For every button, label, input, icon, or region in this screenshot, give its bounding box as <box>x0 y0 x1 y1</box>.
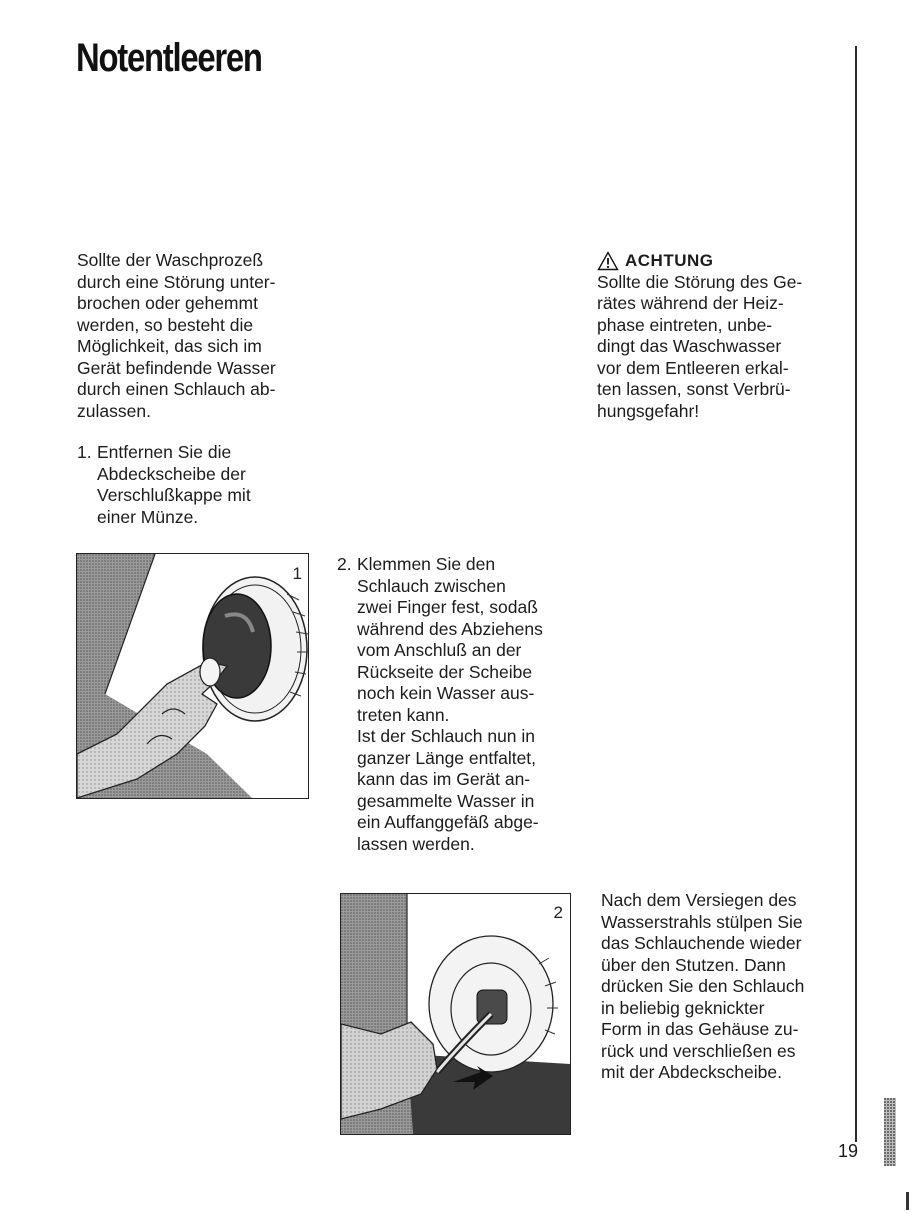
intro-line: Möglichkeit, das sich im <box>77 336 262 356</box>
step-line: Klemmen Sie den <box>357 554 496 574</box>
warning-line: phase eintreten, unbe- <box>597 314 773 335</box>
intro-line: brochen oder gehemmt <box>77 293 258 313</box>
figure-number: 1 <box>292 564 302 583</box>
final-line: in beliebig geknickter <box>601 997 765 1018</box>
figure-number: 2 <box>553 903 563 922</box>
step-line: treten kann. <box>357 704 450 725</box>
step-line: während des Abziehens <box>357 618 543 639</box>
final-line: mit der Abdeckscheibe. <box>601 1062 782 1082</box>
intro-line: durch einen Schlauch ab- <box>77 379 276 399</box>
page-number: 19 <box>838 1141 859 1161</box>
step-number: 2. <box>337 554 352 574</box>
hose-pulled-out-illustration <box>341 894 570 1134</box>
step-line: zwei Finger fest, sodaß <box>357 597 538 617</box>
warning-line: vor dem Entleeren erkal- <box>597 357 789 378</box>
warning-line: ten lassen, sonst Verbrü- <box>597 379 791 399</box>
intro-line: zulassen. <box>77 400 151 421</box>
final-line: drücken Sie den Schlauch <box>601 976 805 996</box>
step-line: Ist der Schlauch nun in <box>357 726 536 746</box>
step-line: kann das im Gerät an- <box>357 769 531 789</box>
warning-line: rätes während der Heiz- <box>597 293 784 313</box>
step-1 <box>77 442 317 528</box>
final-line: über den Stutzen. Dann <box>601 954 786 975</box>
step-number: 1. <box>77 442 92 462</box>
warning-line: dingt das Waschwasser <box>597 336 782 356</box>
final-line: rück und verschließen es <box>601 1040 796 1061</box>
step-line: Verschlußkappe mit <box>97 485 251 505</box>
figure-1 <box>76 553 309 799</box>
step-line: Entfernen Sie die <box>97 442 232 462</box>
intro-line: durch eine Störung unter- <box>77 271 276 292</box>
scan-edge-mark <box>884 1098 896 1166</box>
final-line: das Schlauchende wieder <box>601 933 802 953</box>
step-line: Abdeckscheibe der <box>97 463 246 484</box>
step-line: ganzer Länge entfaltet, <box>357 747 537 768</box>
step-line: Schlauch zwischen <box>357 575 506 596</box>
scan-edge-line <box>906 1192 909 1210</box>
page-title: Notentleeren <box>76 36 262 80</box>
step-line: einer Münze. <box>97 506 199 527</box>
final-line: Wasserstrahls stülpen Sie <box>601 911 803 932</box>
final-line: Nach dem Versiegen des <box>601 890 797 910</box>
warning-line: Sollte die Störung des Ge- <box>597 271 803 292</box>
coin-removing-cover-illustration <box>77 554 308 798</box>
figure-2 <box>340 893 571 1135</box>
intro-line: Sollte der Waschprozeß <box>77 250 264 270</box>
warning-line: hungsgefahr! <box>597 400 700 421</box>
page-margin-rule <box>855 46 857 1142</box>
step-line: Rückseite der Scheibe <box>357 661 533 682</box>
step-line: lassen werden. <box>357 833 475 854</box>
step-line: gesammelte Wasser in <box>357 790 535 811</box>
intro-paragraph <box>77 250 317 422</box>
step-line: noch kein Wasser aus- <box>357 683 535 703</box>
warning-heading <box>597 250 837 272</box>
warning-label: ACHTUNG <box>625 251 714 270</box>
step-2 <box>337 554 587 855</box>
warning-box <box>597 250 837 422</box>
intro-line: Gerät befindende Wasser <box>77 357 276 378</box>
step-line: ein Auffanggefäß abge- <box>357 812 539 832</box>
intro-line: werden, so besteht die <box>77 314 254 335</box>
step-line: vom Anschluß an der <box>357 640 522 660</box>
final-line: Form in das Gehäuse zu- <box>601 1019 799 1039</box>
final-paragraph <box>601 890 841 1084</box>
warning-triangle-icon <box>597 251 619 271</box>
